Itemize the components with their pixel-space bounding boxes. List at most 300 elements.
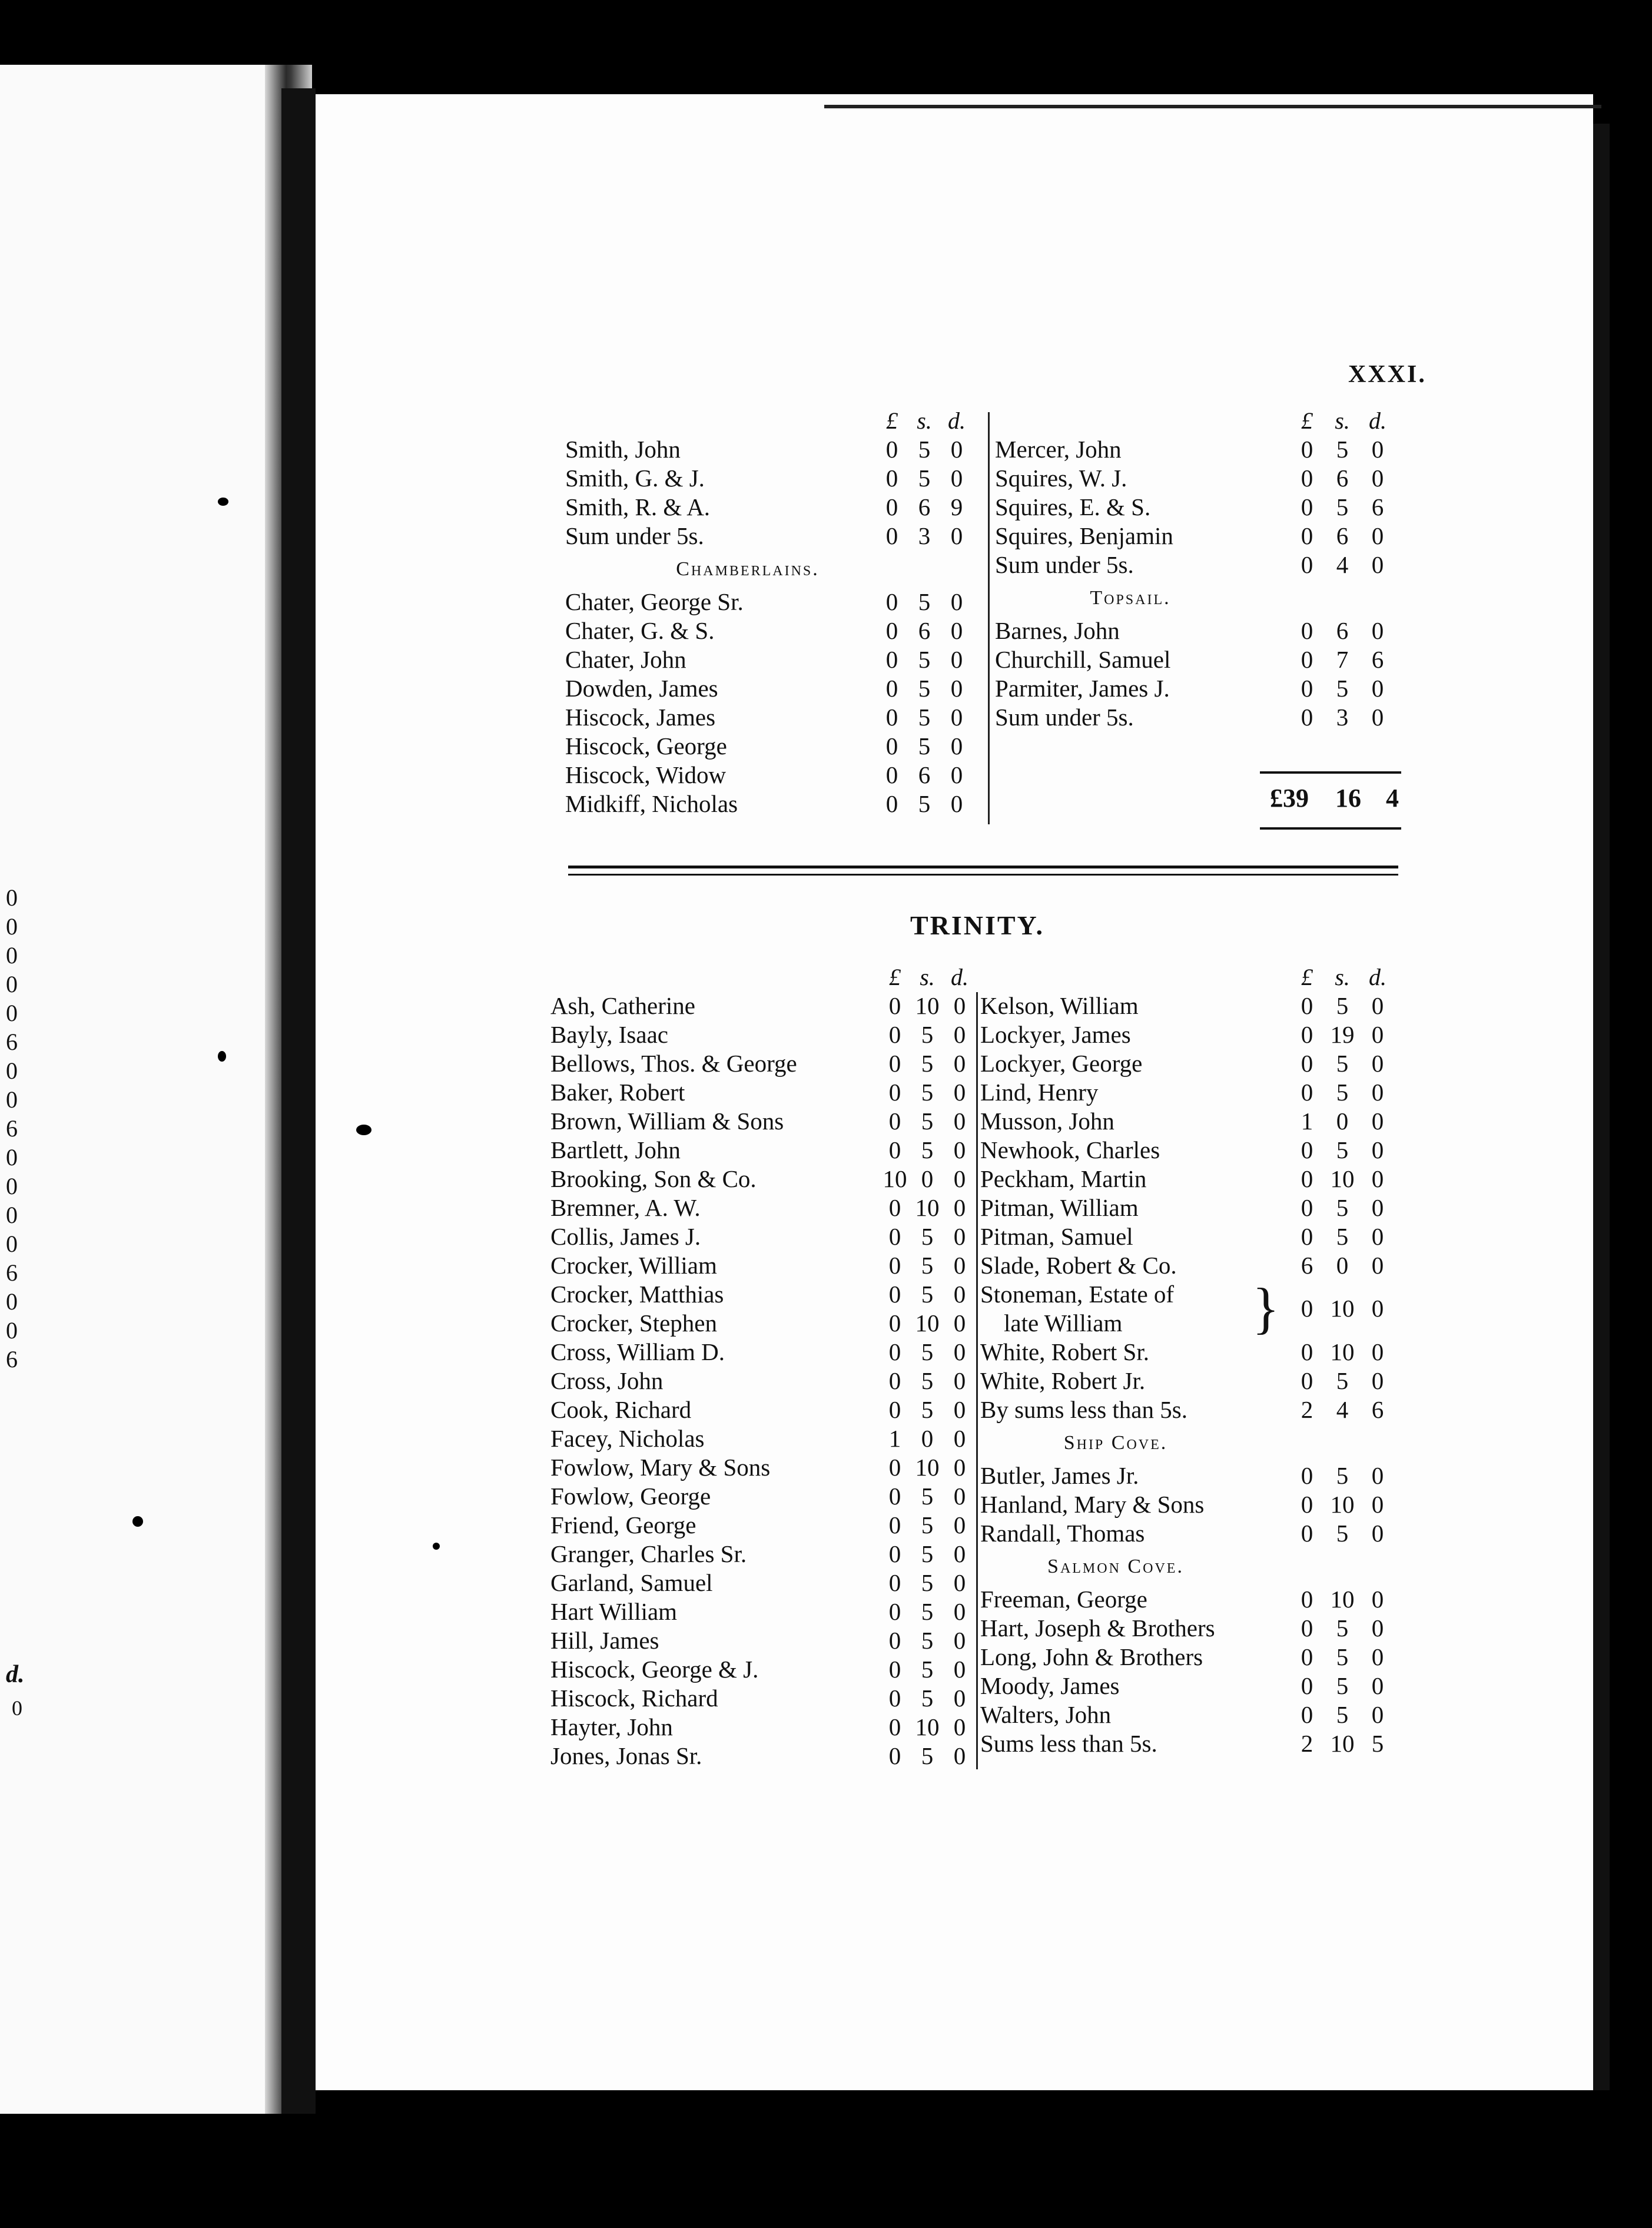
ledger-row	[565, 464, 989, 493]
entry-shillings: 5	[1336, 1643, 1349, 1670]
entry-pounds: 2	[1301, 1396, 1313, 1423]
ledger-row	[550, 1107, 986, 1136]
ledger-row	[550, 1020, 986, 1049]
entry-pence: 0	[1371, 551, 1384, 578]
ledger-row	[980, 992, 1428, 1020]
entry-pounds: 0	[888, 1540, 901, 1567]
entry-pence: 0	[950, 790, 963, 817]
entry-pence: 0	[953, 1165, 966, 1192]
entry-pounds: 0	[1301, 1165, 1313, 1192]
entry-shillings: 10	[1330, 1338, 1355, 1365]
entry-pence: 0	[953, 1309, 966, 1337]
ledger-row	[550, 1367, 986, 1395]
ledger-row	[550, 1569, 986, 1597]
entry-shillings: 4	[1336, 1396, 1349, 1423]
entry-pounds: 0	[1301, 617, 1313, 644]
entry-shillings: 5	[921, 1511, 934, 1539]
entry-pence: 0	[950, 617, 963, 644]
entry-shillings: 6	[918, 761, 931, 788]
entry-shillings: 5	[1336, 1194, 1349, 1221]
pound-header: £	[1301, 964, 1313, 990]
shilling-header: s.	[920, 964, 935, 990]
ledger-row	[550, 1540, 986, 1569]
entry-shillings: 5	[918, 675, 931, 702]
entry-name: Dowden, James	[565, 675, 718, 702]
currency-header	[995, 406, 1419, 435]
entry-shillings: 0	[921, 1165, 934, 1192]
facing-page-digit: 0	[6, 913, 18, 940]
entry-shillings: 5	[921, 1656, 934, 1683]
entry-pounds: 0	[885, 588, 898, 615]
entry-shillings: 5	[918, 732, 931, 760]
entry-pounds: 0	[888, 1454, 901, 1481]
ledger-row	[550, 1597, 986, 1626]
entry-name: Smith, R. & A.	[565, 493, 711, 520]
entry-shillings: 6	[1336, 522, 1349, 549]
facing-page-digit: 0	[6, 1144, 18, 1171]
entry-name: Lind, Henry	[980, 1079, 1099, 1106]
ledger-row	[980, 1490, 1428, 1519]
entry-pence: 0	[1371, 1586, 1384, 1613]
entry-pence: 0	[953, 1483, 966, 1510]
entry-name: Lockyer, George	[980, 1050, 1143, 1077]
entry-pence: 0	[950, 732, 963, 760]
page-top-edge	[824, 105, 1601, 108]
ledger-row	[980, 1519, 1428, 1548]
ledger-row	[995, 464, 1419, 493]
page-number: XXXI.	[1348, 361, 1427, 388]
entry-name: Bartlett, John	[550, 1136, 681, 1163]
entry-pounds: 0	[885, 617, 898, 644]
column-divider	[988, 412, 990, 824]
entry-pence: 0	[950, 704, 963, 731]
entry-name: Sum under 5s.	[995, 551, 1134, 578]
entry-shillings: 10	[915, 1194, 940, 1221]
entry-pounds: 0	[1301, 1701, 1313, 1728]
entry-pounds: 0	[1301, 1520, 1313, 1547]
entry-pence: 0	[1371, 1050, 1384, 1077]
entry-shillings: 10	[915, 1454, 940, 1481]
entry-shillings: 10	[1330, 1295, 1355, 1322]
entry-pence: 0	[1371, 1367, 1384, 1394]
entry-shillings: 5	[1336, 1079, 1349, 1106]
entry-pounds: 0	[888, 1050, 901, 1077]
ink-speck	[132, 1516, 143, 1527]
entry-name: Slade, Robert & Co.	[980, 1252, 1177, 1279]
entry-pounds: 0	[1301, 551, 1313, 578]
entry-pounds: 0	[888, 1742, 901, 1769]
facing-page-digit: 0	[6, 1317, 18, 1344]
entry-pounds: 0	[885, 761, 898, 788]
entry-name: Walters, John	[980, 1701, 1112, 1728]
entry-pence: 0	[1371, 1520, 1384, 1547]
entry-pence: 0	[953, 1281, 966, 1308]
entry-pounds: 0	[1301, 493, 1313, 520]
entry-pounds: 0	[888, 1252, 901, 1279]
entry-pence: 6	[1371, 646, 1384, 673]
ledger-row	[550, 1280, 986, 1309]
entry-pounds: 2	[1301, 1730, 1313, 1757]
entry-pence: 0	[950, 675, 963, 702]
facing-page-digit: 6	[6, 1346, 18, 1372]
entry-name: Friend, George	[550, 1511, 696, 1539]
entry-pence: 6	[1371, 493, 1384, 520]
entry-name: Midkiff, Nicholas	[565, 790, 738, 817]
entry-name: Sum under 5s.	[565, 522, 704, 549]
entry-pounds: 0	[1301, 1194, 1313, 1221]
entry-shillings: 4	[1336, 551, 1349, 578]
entry-shillings: 10	[1330, 1165, 1355, 1192]
entry-pounds: 0	[1301, 1136, 1313, 1163]
entry-pounds: 0	[1301, 675, 1313, 702]
entry-pounds: 0	[888, 1656, 901, 1683]
pence-header: d.	[948, 407, 966, 434]
entry-name: Hiscock, George	[565, 732, 727, 760]
ledger-row	[550, 1655, 986, 1684]
entry-name: Barnes, John	[995, 617, 1120, 644]
entry-shillings: 5	[921, 1540, 934, 1567]
entry-shillings: 5	[921, 1021, 934, 1048]
facing-page-digit: 6	[6, 1115, 18, 1142]
entry-pence: 0	[1371, 1108, 1384, 1135]
entry-shillings: 0	[921, 1425, 934, 1452]
entry-name: Cross, William D.	[550, 1338, 725, 1365]
facing-page-digit: 0	[6, 1231, 18, 1257]
entry-pence: 0	[953, 1713, 966, 1740]
entry-pence: 5	[1371, 1730, 1384, 1757]
entry-pence: 0	[950, 588, 963, 615]
entry-pounds: 0	[1301, 1367, 1313, 1394]
section-divider	[568, 866, 1398, 868]
entry-shillings: 5	[921, 1598, 934, 1625]
entry-pence: 0	[953, 1598, 966, 1625]
ink-speck	[433, 1543, 440, 1550]
ledger-row	[980, 1222, 1428, 1251]
currency-header	[565, 406, 989, 435]
entry-name: Hart, Joseph & Brothers	[980, 1614, 1215, 1642]
entry-shillings: 5	[921, 1483, 934, 1510]
entry-shillings: 5	[921, 1050, 934, 1077]
ledger-row	[980, 1729, 1428, 1758]
entry-shillings: 10	[915, 992, 940, 1019]
ink-speck	[218, 498, 228, 506]
ledger-row	[550, 1395, 986, 1424]
entry-pounds: 0	[1301, 1614, 1313, 1642]
entry-pence: 0	[953, 1136, 966, 1163]
entry-pounds: 0	[888, 1108, 901, 1135]
entry-pounds: 0	[1301, 1295, 1313, 1322]
entry-name: Hart William	[550, 1598, 678, 1625]
ledger-row	[550, 1251, 986, 1280]
entry-shillings: 19	[1330, 1021, 1355, 1048]
ledger-row	[980, 1338, 1428, 1367]
entry-name: Hiscock, George & J.	[550, 1656, 759, 1683]
entry-shillings: 0	[1336, 1252, 1349, 1279]
ledger-row	[550, 1424, 986, 1453]
entry-shillings: 5	[1336, 1136, 1349, 1163]
entry-name: Sum under 5s.	[995, 704, 1134, 731]
facing-page-digit: 0	[6, 1086, 18, 1113]
page-right-edge	[1593, 124, 1610, 2090]
entry-name: Brooking, Son & Co.	[550, 1165, 757, 1192]
ledger-row	[550, 1193, 986, 1222]
entry-name: Mercer, John	[995, 436, 1122, 463]
entry-shillings: 0	[1336, 1108, 1349, 1135]
ledger-row	[565, 674, 989, 703]
ledger-row	[550, 1078, 986, 1107]
entry-name: By sums less than 5s.	[980, 1396, 1187, 1423]
entry-pounds: 10	[883, 1165, 907, 1192]
entry-pence: 0	[1371, 1462, 1384, 1489]
entry-pence: 0	[950, 522, 963, 549]
ledger-row	[550, 992, 986, 1020]
shilling-header: s.	[917, 407, 932, 434]
entry-pence: 0	[1371, 1021, 1384, 1048]
entry-pence: 0	[1371, 1136, 1384, 1163]
brace-glyph: }	[1252, 1277, 1280, 1340]
ledger-row	[550, 1511, 986, 1540]
entry-pounds: 0	[888, 1685, 901, 1712]
ledger-row	[995, 674, 1419, 703]
ledger-row	[980, 1193, 1428, 1222]
entry-pence: 0	[950, 436, 963, 463]
entry-pounds: 0	[888, 1627, 901, 1654]
entry-pounds: 0	[888, 1713, 901, 1740]
ledger-row	[550, 1684, 986, 1713]
ledger-row	[565, 493, 989, 522]
entry-pence: 0	[953, 1252, 966, 1279]
facing-page-digit: 0	[6, 1000, 18, 1026]
ledger-row	[565, 703, 989, 732]
entry-name: Pitman, Samuel	[980, 1223, 1133, 1250]
entry-shillings: 3	[1336, 704, 1349, 731]
entry-name: Bellows, Thos. & George	[550, 1050, 797, 1077]
entry-pence: 0	[1371, 704, 1384, 731]
entry-pence: 0	[1371, 1614, 1384, 1642]
entry-name: Lockyer, James	[980, 1021, 1131, 1048]
entry-shillings: 7	[1336, 646, 1349, 673]
ledger-row	[980, 1107, 1428, 1136]
entry-pounds: 0	[1301, 1223, 1313, 1250]
entry-shillings: 5	[1336, 1223, 1349, 1250]
entry-pounds: 0	[1301, 1021, 1313, 1048]
entry-pence: 0	[953, 1569, 966, 1596]
pence-header: d.	[1369, 964, 1386, 990]
total-rule	[1260, 771, 1401, 774]
entry-shillings: 5	[918, 465, 931, 492]
entry-pence: 0	[950, 761, 963, 788]
entry-name: Crocker, Matthias	[550, 1281, 724, 1308]
entry-name: Peckham, Martin	[980, 1165, 1147, 1192]
entry-shillings: 5	[1336, 1367, 1349, 1394]
entry-shillings: 10	[915, 1713, 940, 1740]
entry-shillings: 5	[921, 1281, 934, 1308]
entry-pence: 0	[1371, 1079, 1384, 1106]
entry-name: Musson, John	[980, 1108, 1114, 1135]
ledger-row	[980, 1461, 1428, 1490]
entry-name: Randall, Thomas	[980, 1520, 1145, 1547]
ledger-row	[995, 493, 1419, 522]
entry-pounds: 0	[888, 1309, 901, 1337]
entry-pounds: 0	[1301, 522, 1313, 549]
entry-name: Moody, James	[980, 1672, 1120, 1699]
entry-name: Crocker, William	[550, 1252, 717, 1279]
ledger-row	[980, 1078, 1428, 1107]
entry-pence: 0	[953, 1021, 966, 1048]
entry-pounds: 0	[1301, 465, 1313, 492]
entry-shillings: 10	[915, 1309, 940, 1337]
entry-pence: 0	[953, 1079, 966, 1106]
ledger-row	[995, 435, 1419, 464]
ledger-row	[995, 703, 1419, 732]
entry-pence: 0	[1371, 1165, 1384, 1192]
entry-pence: 0	[1371, 617, 1384, 644]
pence-header: d.	[1369, 407, 1386, 434]
entry-name: Ash, Catherine	[550, 992, 695, 1019]
entry-pounds: 0	[888, 1598, 901, 1625]
entry-name: Chater, G. & S.	[565, 617, 715, 644]
entry-shillings: 5	[1336, 1050, 1349, 1077]
entry-pounds: 0	[888, 1136, 901, 1163]
entry-name: Hiscock, Widow	[565, 761, 727, 788]
entry-pence: 9	[950, 493, 963, 520]
entry-name: White, Robert Sr.	[980, 1338, 1149, 1365]
ledger-row	[550, 1482, 986, 1511]
entry-name: Collis, James J.	[550, 1223, 701, 1250]
entry-pence: 0	[953, 1367, 966, 1394]
entry-pounds: 0	[1301, 1491, 1313, 1518]
ledger-row	[980, 1643, 1428, 1672]
ledger-row	[995, 616, 1419, 645]
entry-name: Sums less than 5s.	[980, 1730, 1157, 1757]
entry-pence: 0	[1371, 675, 1384, 702]
entry-pounds: 0	[1301, 1462, 1313, 1489]
ledger-row	[980, 1614, 1428, 1643]
entry-pounds: 0	[1301, 1643, 1313, 1670]
ledger-row	[550, 1453, 986, 1482]
entry-pence: 0	[1371, 1672, 1384, 1699]
entry-name: Bayly, Isaac	[550, 1021, 668, 1048]
ledger-row	[550, 1713, 986, 1742]
trinity-right-column	[980, 963, 1428, 1758]
entry-name-continued: late William	[1004, 1309, 1123, 1337]
entry-pence: 0	[953, 1050, 966, 1077]
entry-shillings: 5	[921, 1396, 934, 1423]
ledger-row	[980, 1672, 1428, 1700]
facing-page-digit: 6	[6, 1029, 18, 1055]
ledger-row	[550, 1165, 986, 1193]
entry-name: Baker, Robert	[550, 1079, 685, 1106]
entry-pounds: 0	[1301, 1079, 1313, 1106]
entry-pounds: 0	[1301, 992, 1313, 1019]
facing-page-digit: 0	[6, 1057, 18, 1084]
entry-name: Cross, John	[550, 1367, 664, 1394]
entry-name: Hayter, John	[550, 1713, 673, 1740]
entry-name: Chater, George Sr.	[565, 588, 744, 615]
facing-page-digit: 6	[6, 1259, 18, 1286]
entry-pounds: 0	[888, 1396, 901, 1423]
ledger-row	[980, 1700, 1428, 1729]
entry-name: Hill, James	[550, 1627, 659, 1654]
entry-pounds: 0	[885, 732, 898, 760]
entry-pounds: 0	[1301, 1672, 1313, 1699]
entry-shillings: 5	[1336, 1614, 1349, 1642]
entry-pounds: 0	[1301, 436, 1313, 463]
currency-header	[980, 963, 1428, 992]
grand-total	[1260, 783, 1413, 818]
ledger-row	[550, 1136, 986, 1165]
ledger-row	[565, 588, 989, 616]
ledger-row	[565, 522, 989, 551]
entry-pence: 0	[1371, 436, 1384, 463]
entry-shillings: 5	[921, 1367, 934, 1394]
entry-name: Jones, Jonas Sr.	[550, 1742, 702, 1769]
ledger-row	[980, 1367, 1428, 1395]
ledger-row	[565, 435, 989, 464]
entry-pounds: 0	[885, 704, 898, 731]
entry-pounds: 0	[888, 1338, 901, 1365]
entry-pounds: 1	[1301, 1108, 1313, 1135]
entry-name: Fowlow, George	[550, 1483, 711, 1510]
trinity-left-column	[550, 963, 986, 1771]
entry-name: Brown, William & Sons	[550, 1108, 784, 1135]
ledger-row	[550, 1049, 986, 1078]
total-pence: 4	[1386, 784, 1399, 813]
trinity-heading: TRINITY.	[910, 910, 1045, 940]
ledger-row	[980, 1165, 1428, 1193]
section-heading-topsail: Topsail.	[1090, 587, 1171, 609]
ledger-row	[550, 1309, 986, 1338]
ledger-row	[550, 1338, 986, 1367]
entry-shillings: 5	[921, 1627, 934, 1654]
entry-shillings: 5	[1336, 1462, 1349, 1489]
section-heading-chamberlains: Chamberlains.	[676, 558, 820, 580]
entry-name: Parmiter, James J.	[995, 675, 1170, 702]
facing-page-unit: d.	[6, 1661, 25, 1688]
entry-pence: 0	[953, 1511, 966, 1539]
entry-pence: 0	[950, 465, 963, 492]
entry-pounds: 0	[888, 1511, 901, 1539]
ledger-row	[995, 551, 1419, 579]
entry-pounds: 0	[1301, 646, 1313, 673]
currency-header	[550, 963, 986, 992]
entry-pounds: 0	[1301, 704, 1313, 731]
facing-page-digit-column	[0, 883, 24, 1374]
entry-shillings: 6	[1336, 465, 1349, 492]
entry-pence: 0	[1371, 1701, 1384, 1728]
pence-header: d.	[951, 964, 968, 990]
ledger-row	[995, 645, 1419, 674]
entry-shillings: 5	[1336, 493, 1349, 520]
gutter-shadow	[281, 88, 316, 2114]
entry-pounds: 0	[1301, 1338, 1313, 1365]
entry-pounds: 0	[888, 1194, 901, 1221]
entry-pounds: 0	[885, 436, 898, 463]
ledger-row-stoneman	[980, 1277, 1428, 1340]
entry-shillings: 5	[918, 704, 931, 731]
entry-name: Pitman, William	[980, 1194, 1139, 1221]
entry-shillings: 5	[918, 646, 931, 673]
entry-name: Squires, E. & S.	[995, 493, 1151, 520]
pound-header: £	[1301, 407, 1313, 434]
entry-pence: 0	[953, 1742, 966, 1769]
entry-name: Squires, W. J.	[995, 465, 1127, 492]
entry-pounds: 0	[888, 1079, 901, 1106]
total-rule	[1260, 827, 1401, 830]
entry-pence: 0	[953, 1627, 966, 1654]
ledger-row	[980, 1585, 1428, 1614]
entry-shillings: 5	[921, 1223, 934, 1250]
